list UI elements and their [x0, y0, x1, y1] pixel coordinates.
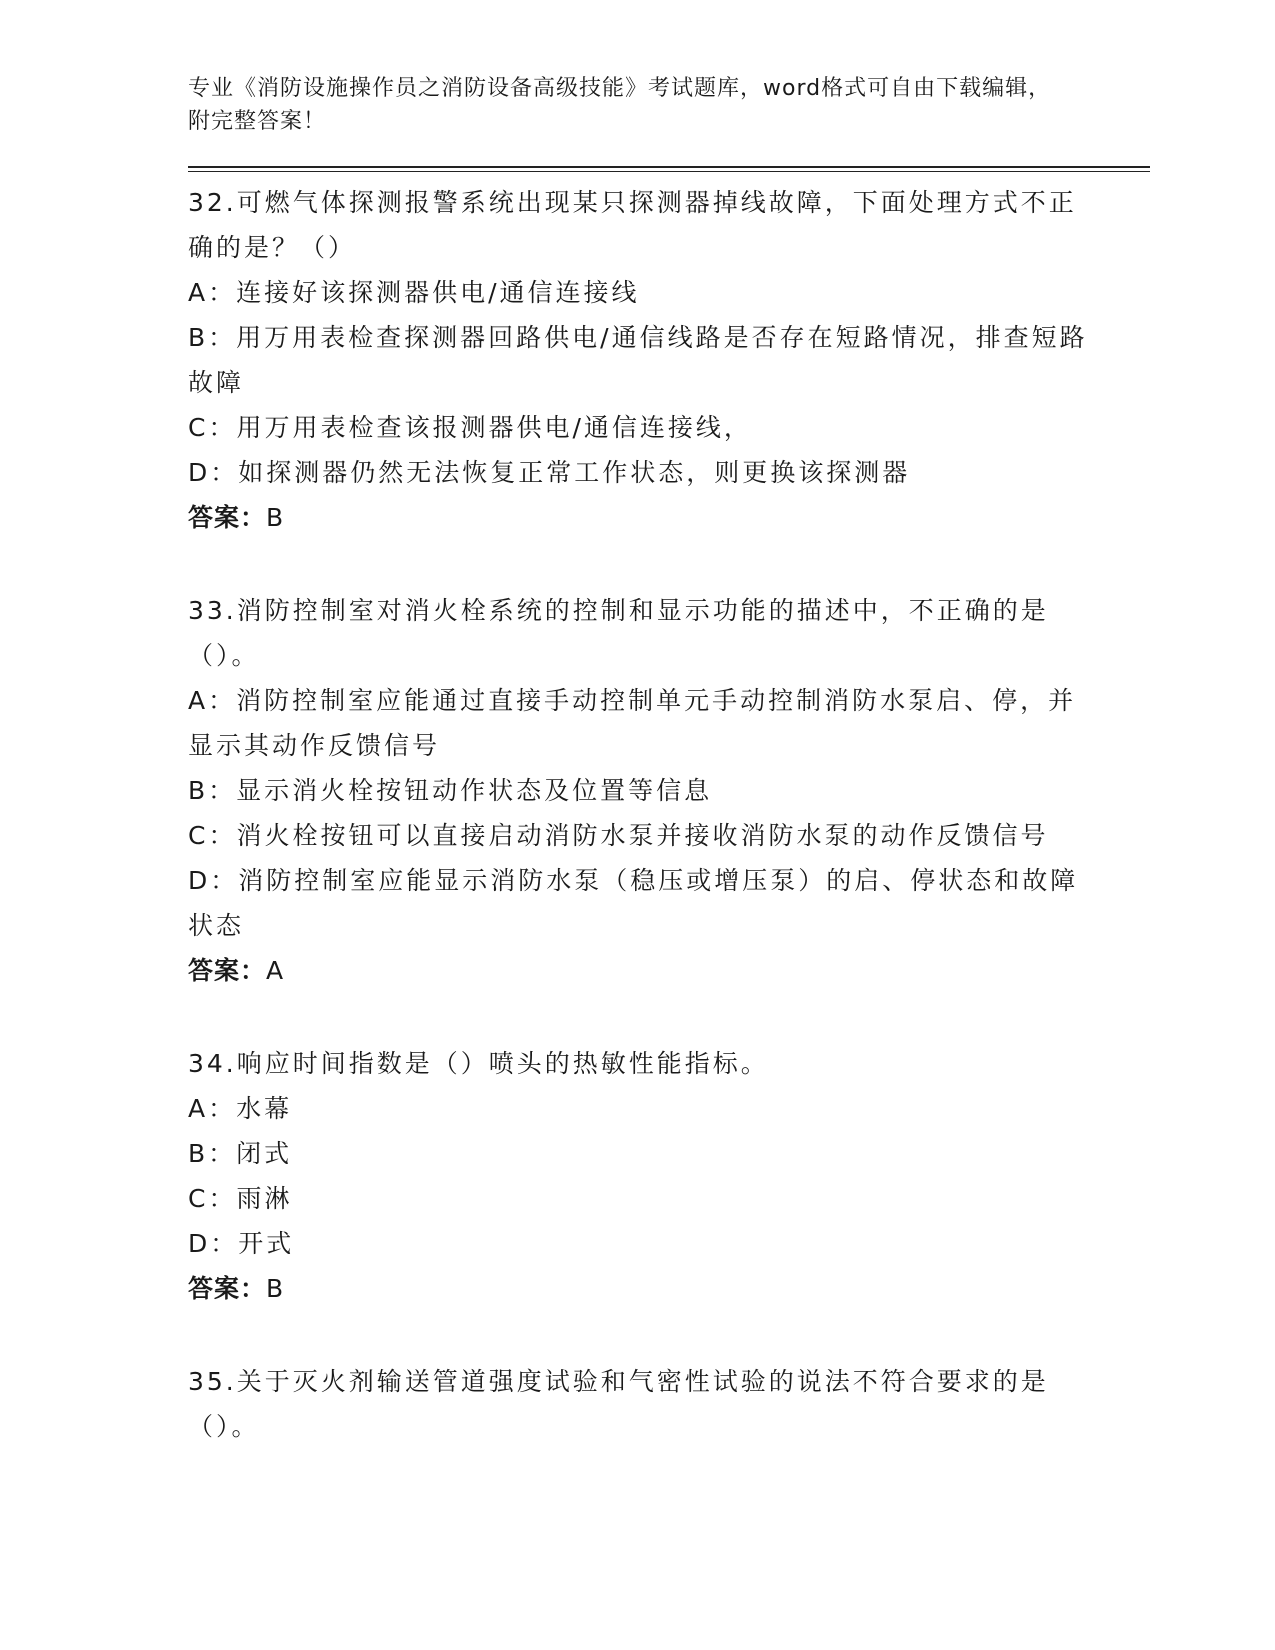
answer-value: B — [266, 1274, 285, 1303]
option-b: B：闭式 — [188, 1139, 293, 1168]
option-d: D：开式 — [188, 1229, 295, 1258]
question-list — [188, 180, 1148, 1449]
answer-value: A — [266, 956, 285, 985]
option-c: C：消火栓按钮可以直接启动消防水泵并接收消防水泵的动作反馈信号 — [188, 821, 1049, 850]
answer-label: 答案： — [188, 503, 267, 532]
answer-value: B — [266, 503, 285, 532]
option-b: B：显示消火栓按钮动作状态及位置等信息 — [188, 776, 713, 805]
question-34 — [188, 1041, 1148, 1311]
option-d: D：消防控制室应能显示消防水泵（稳压或增压泵）的启、停状态和故障状态 — [188, 866, 1079, 940]
answer-label: 答案： — [188, 956, 267, 985]
option-a: A：连接好该探测器供电/通信连接线 — [188, 278, 640, 307]
option-b: B：用万用表检查探测器回路供电/通信线路是否存在短路情况，排查短路故障 — [188, 323, 1088, 397]
answer-label: 答案： — [188, 1274, 267, 1303]
option-c: C：用万用表检查该报测器供电/通信连接线， — [188, 413, 752, 442]
question-stem: 32.可燃气体探测报警系统出现某只探测器掉线故障，下面处理方式不正确的是？（） — [188, 188, 1077, 262]
option-a: A：水幕 — [188, 1094, 293, 1123]
answer-line — [188, 948, 1148, 993]
option-d: D：如探测器仍然无法恢复正常工作状态，则更换该探测器 — [188, 458, 911, 487]
question-stem: 33.消防控制室对消火栓系统的控制和显示功能的描述中，不正确的是（）。 — [188, 596, 1049, 670]
question-32 — [188, 180, 1148, 540]
question-stem: 35.关于灭火剂输送管道强度试验和气密性试验的说法不符合要求的是（）。 — [188, 1367, 1049, 1441]
question-33 — [188, 588, 1148, 993]
question-35 — [188, 1359, 1148, 1449]
document-header: 专业《消防设施操作员之消防设备高级技能》考试题库，word格式可自由下载编辑，附完整答案！ — [188, 76, 1052, 134]
answer-line — [188, 1266, 1148, 1311]
document-page — [188, 72, 1148, 1497]
option-a: A：消防控制室应能通过直接手动控制单元手动控制消防水泵启、停，并显示其动作反馈信号 — [188, 686, 1077, 760]
question-stem: 34.响应时间指数是（）喷头的热敏性能指标。 — [188, 1049, 769, 1078]
answer-line — [188, 495, 1148, 540]
option-c: C：雨淋 — [188, 1184, 293, 1213]
header-divider — [188, 166, 1150, 172]
